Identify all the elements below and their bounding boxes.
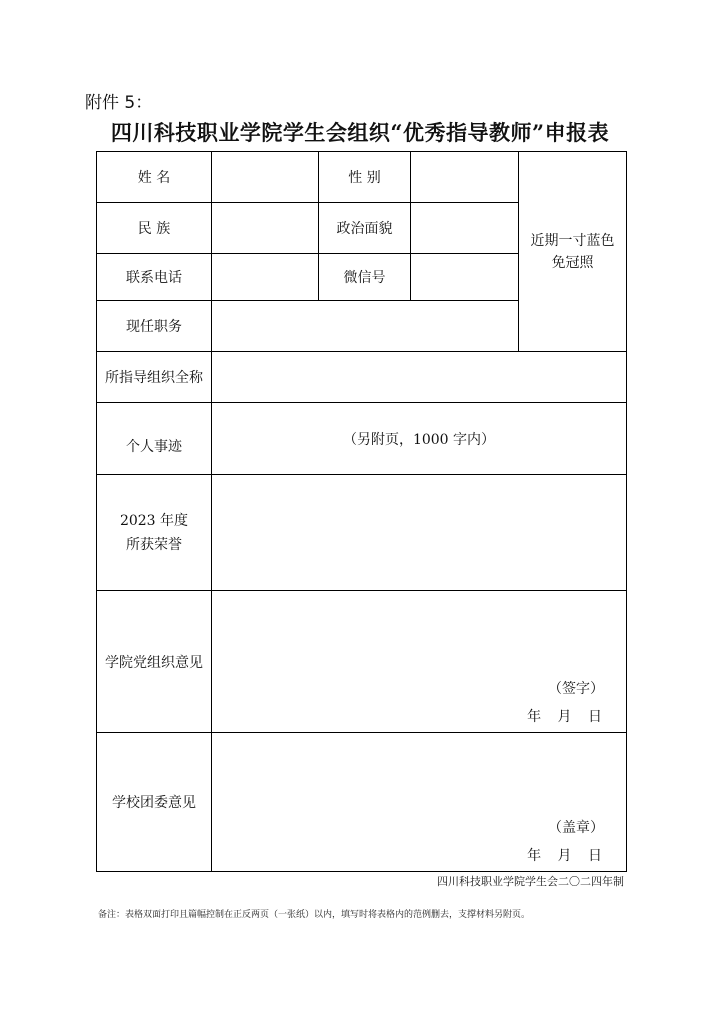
- gender-label: 性 别: [319, 152, 411, 203]
- league-opinion-field[interactable]: [212, 733, 627, 872]
- phone-field[interactable]: [212, 254, 319, 301]
- party-date-note: 年 月 日: [527, 709, 608, 725]
- wechat-label: 微信号: [319, 254, 411, 301]
- deeds-label: 个人事迹: [97, 403, 212, 475]
- political-status-label: 政治面貌: [319, 203, 411, 254]
- phone-label: 联系电话: [97, 254, 212, 301]
- honors-field[interactable]: [212, 475, 627, 591]
- organization-field[interactable]: [212, 352, 627, 403]
- party-opinion-field[interactable]: [212, 591, 627, 733]
- ethnicity-field[interactable]: [212, 203, 319, 254]
- party-signature-note: （签字）: [548, 681, 604, 697]
- form-title: 四川科技职业学院学生会组织“优秀指导教师”申报表: [110, 120, 610, 145]
- position-field[interactable]: [212, 301, 519, 352]
- name-label: 姓 名: [97, 152, 212, 203]
- league-seal-note: （盖章）: [548, 820, 604, 836]
- photo-note: 近期一寸蓝色免冠照: [530, 232, 615, 271]
- position-label: 现任职务: [97, 301, 212, 352]
- league-opinion-label: 学校团委意见: [97, 733, 212, 872]
- photo-box[interactable]: [519, 152, 627, 352]
- honors-label-year: 2023 年度: [119, 512, 189, 529]
- honors-label: [97, 475, 212, 591]
- ethnicity-label: 民 族: [97, 203, 212, 254]
- footnote: 备注：表格双面打印且篇幅控制在正反两页（一张纸）以内，填写时将表格内的范例删去，支撑材料另附页。: [98, 910, 531, 920]
- deeds-hint: （另附页，1000 字内）: [342, 431, 496, 448]
- wechat-field[interactable]: [411, 254, 519, 301]
- gender-field[interactable]: [411, 152, 519, 203]
- party-opinion-label: 学院党组织意见: [97, 591, 212, 733]
- attachment-label: 附件 5：: [85, 93, 153, 113]
- name-field[interactable]: [212, 152, 319, 203]
- political-status-field[interactable]: [411, 203, 519, 254]
- deeds-field[interactable]: [212, 403, 627, 475]
- application-form-table: [96, 151, 627, 872]
- league-date-note: 年 月 日: [527, 848, 608, 864]
- form-maker-note: 四川科技职业学院学生会二〇二四年制: [437, 875, 624, 888]
- organization-label: 所指导组织全称: [97, 352, 212, 403]
- honors-label-text: 所获荣誉: [126, 536, 182, 553]
